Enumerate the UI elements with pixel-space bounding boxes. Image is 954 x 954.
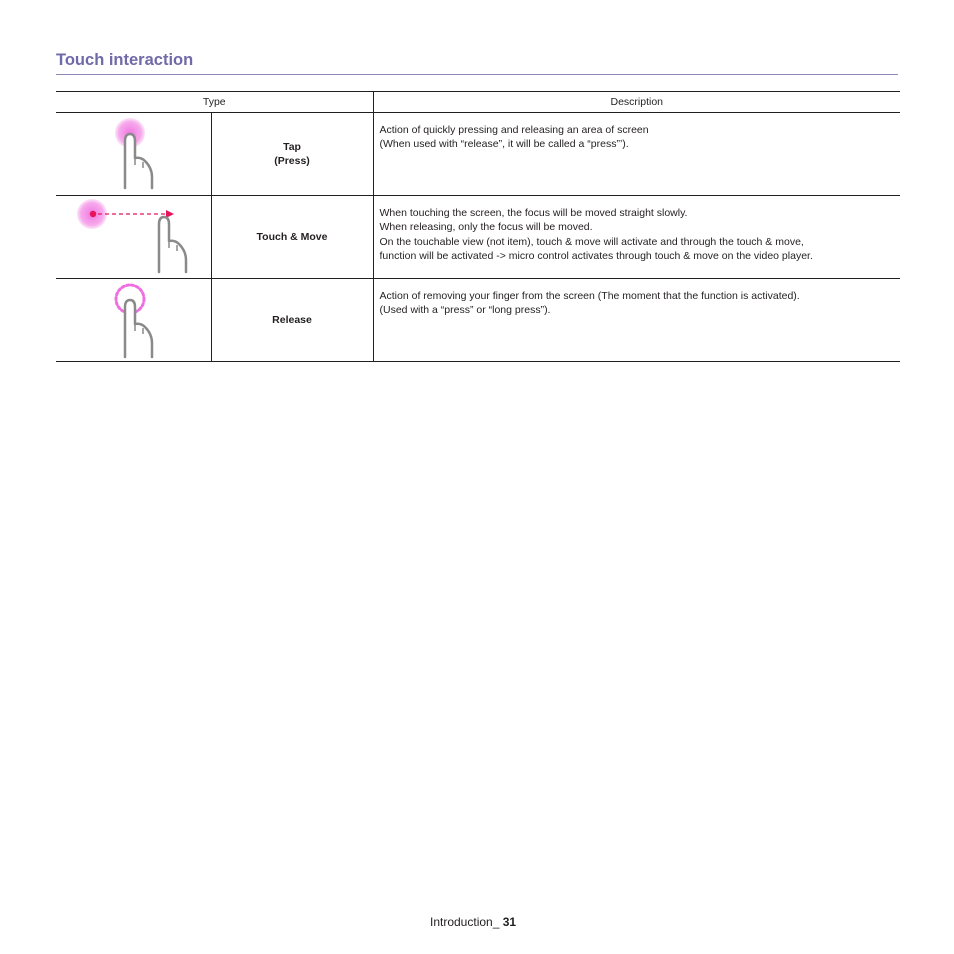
table-row xyxy=(56,196,900,279)
gesture-name-cell xyxy=(211,196,373,279)
touch-move-gesture-icon xyxy=(56,196,211,279)
table-row xyxy=(56,113,900,196)
gesture-description-cell xyxy=(373,196,900,279)
description-line: function will be activated -> micro control activates through touch & move on the video player. xyxy=(379,249,813,262)
page-footer xyxy=(430,915,516,929)
touch-interaction-table xyxy=(56,91,900,362)
gesture-description-cell xyxy=(373,113,900,196)
gesture-icon-cell xyxy=(56,113,211,196)
title-divider xyxy=(56,74,898,75)
gesture-name-sub: (Press) xyxy=(274,155,310,167)
description-line: (When used with “release”, it will be called a “press”’). xyxy=(379,138,629,151)
gesture-name-cell xyxy=(211,279,373,362)
table-row xyxy=(56,279,900,362)
section-title: Touch interaction xyxy=(56,51,194,69)
description-line: Action of quickly pressing and releasing an area of screen xyxy=(379,124,649,136)
description-line: When touching the screen, the focus will be moved straight slowly. xyxy=(379,207,688,219)
description-line: On the touchable view (not item), touch & move will activate and through the touch & move, xyxy=(379,235,804,248)
gesture-name: Touch & Move xyxy=(256,231,328,243)
gesture-icon-cell xyxy=(56,279,211,362)
footer-section-label: Introduction_ xyxy=(430,915,503,929)
page-number: 31 xyxy=(502,915,517,929)
tap-gesture-icon xyxy=(56,113,211,196)
gesture-name: Release xyxy=(272,314,312,326)
gesture-name-cell xyxy=(211,113,373,196)
type-column-header: Type xyxy=(56,92,373,113)
description-line: When releasing, only the focus will be moved. xyxy=(379,221,593,234)
description-line: (Used with a “press” or “long press”). xyxy=(379,304,551,317)
table-header-row xyxy=(56,92,900,113)
description-line: Action of removing your finger from the screen (The moment that the function is activated). xyxy=(379,290,800,302)
gesture-description-cell xyxy=(373,279,900,362)
gesture-name: Tap xyxy=(283,141,301,153)
release-gesture-icon xyxy=(56,279,211,362)
gesture-icon-cell xyxy=(56,196,211,279)
description-column-header: Description xyxy=(373,92,900,113)
